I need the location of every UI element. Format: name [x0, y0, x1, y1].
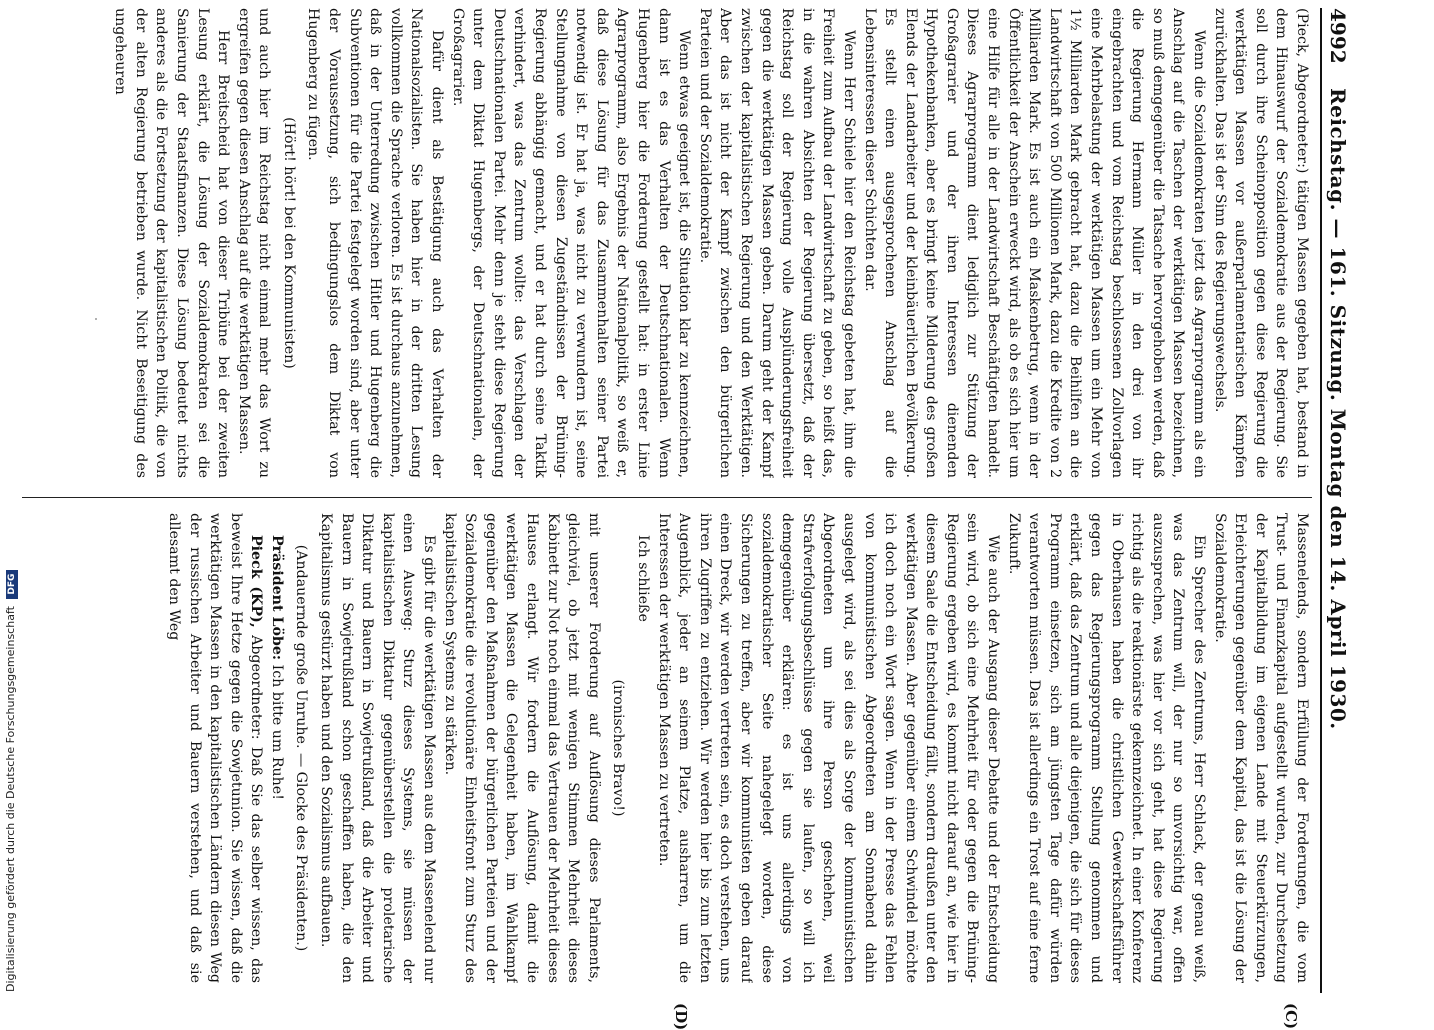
- paragraph: Wenn etwas geeignet ist, die Situation klar zu kennzeichnen, dann ist es das Verhalten der Deutschnationalen. Wenn Hugenberg hier die Forderung gestellt hat: in erster Linie Agrarprogramm, also Ergebnis der Nationalpolitik, so weiß er, daß diese Lösung für das Zusammenhalten seiner Partei notwendig ist. Er hat ja, was nicht zu verwundern ist, seine Stellungnahme von diesen Zugeständnissen der Brüning-Regierung abhängig gemacht, und er hat durch seine Taktik verhindert, was das Zentrum wollte: das Verschlagen der Deutschnationalen Partei. Mehr denn je steht diese Regierung unter dem Diktat Hugenbergs, der Deutschnationalen, der Großagrarier.: [449, 8, 693, 478]
- paragraph: und auch hier im Reichstag nicht einmal mehr das Wort zu ergreifen gegen diesen Anschlag auf die werktätigen Massen.: [235, 8, 273, 478]
- interjection: (Andauernde große Unruhe. — Glocke des Präsidenten.): [293, 544, 310, 952]
- paragraph: Wie auch der Ausgang dieser Debatte und der Entscheidung sein wird, ob sich eine Mehrheit für oder gegen die Brüning-Regierung ergeben wird, es kommt nicht darauf an, wie hier in diesem Saale die Entscheidung fällt, sondern draußen unter den werktätigen Massen. Aber gegenüber einem Schwindel möchte ich doch noch ein Wort sagen. Wenn in der Presse das Fehlen von kommunistischen Abgeordneten am Sonnabend dahin ausgelegt wird, als sei dies als Sorge der kommunistischen Abgeordneten um ihre Person geschehen, weil Strafverfolgungsbeschlüsse gegen sie laufen, so will ich demgegenüber erklären: es ist uns allerdings von sozialdemokratischer Seite nahegelegt worden, diese Sicherungen zu treffen, aber wir kommunisten geben darauf einen Dreck, wir werden vertreten sein, es doch verstehen, uns ihren Zugriffen zu entziehen. Wir werden hier bis zum letzten Augenblick, jeder an seinem Platze, ausharren, um die Interessen der werktätigen Massen zu vertreten.: [655, 513, 1002, 983]
- speech-text: Ich bitte um Ruhe!: [268, 664, 285, 800]
- interjection: (Hört! hört! bei den Kommunisten): [280, 117, 297, 369]
- funding-credit-text: Digitalisierung gefördert durch die Deutsche Forschungsgemeinschaft: [4, 606, 17, 992]
- president-remark: [266, 513, 287, 983]
- page-number: 4992: [1326, 8, 1350, 64]
- paragraph: mit unserer Forderung auf Auflösung dieses Parlaments, gleichviel, ob jetzt mit wenigen Stimmen Mehrheit dieses Kabinett zur Not noch einmal das Vertrauen der Mehrheit dieses Hauses erlangt. Wir fordern die Auflösung, damit die werktätigen Massen die Gelegenheit haben, im Wahlkampf gegenüber den Maßnahmen der bürgerlichen Parteien und der Sozialdemokratie die revolutionäre Einheitsfront zum Sturz des kapitalistischen Systems zu stärken.: [441, 513, 602, 983]
- paragraph: Herr Breitscheid hat von dieser Tribüne bei der zweiten Lesung erklärt, die Lösung der Sozialdemokraten sei die Sanierung der Staatsfinanzen. Diese Lösung bedeutet nichts anderes als die Fortsetzung der kapitalistischen Politik, die von der alten Regierung betrieben wurde. Nicht Beseitigung des ungeheuren: [112, 8, 232, 478]
- left-column: [22, 8, 1312, 478]
- speaker-name: Präsident Löbe:: [268, 535, 285, 661]
- paragraph: Ein Sprecher des Zentrums, Herr Schlack, der genau weiß, was das Zentrum will, der nur so unvorsichtig war, offen auszusprechen, was hier vor sich geht, hat diese Regierung richtig als die reaktionärste gekennzeichnet. In einer Konferenz in Oberhausen haben die christlichen Gewerkschaftsführer gegen das Regierungsprogramm Stellung genommen und erklärt, daß das Zentrum und alle diejenigen, die sich für dieses Programm einsetzen, sich am jüngsten Tage dafür würden verantworten müssen. Das ist allerdings ein Trost auf eine ferne Zukunft.: [1005, 513, 1208, 983]
- document-page: [0, 8, 1380, 1030]
- speech-text: Abgeordneter: Daß Sie das selber wissen, das beweist Ihre Hetze gegen die Sowjetunion. Sie wissen, daß die werktätigen Massen in den kapitalistischen Ländern diesen Weg der russischen Arbeiter und Bauern verstehen, und daß sie allesamt den Weg: [165, 513, 265, 983]
- dfg-logo: DFG: [6, 570, 18, 599]
- right-column: [22, 513, 1312, 983]
- paragraph: Dafür dient als Bestätigung auch das Verhalten der Nationalsozialisten. Sie haben hier in der dritten Lesung vollkommen die Sprache verloren. Es ist durchaus anzunehmen, daß in der Unterredung zwischen Hitler und Hugenberg die Subventionen für die Partei festgelegt worden sind, aber unter der Voraussetzung, sich bedingungslos dem Diktat von Hugenberg zu fügen.: [305, 8, 446, 478]
- interjection: (ironisches Bravo!): [610, 679, 627, 817]
- pieck-remark: [163, 513, 266, 983]
- margin-marker-c: (C): [1282, 1003, 1300, 1030]
- speaker-name: Pieck (KP),: [248, 535, 265, 628]
- closing-phrase: Ich schließe: [635, 535, 651, 622]
- page-title: Reichstag. — 161. Sitzung. Montag den 14. April 1930.: [1326, 88, 1350, 730]
- paragraph: Es gibt für die werktätigen Massen aus dem Massenelend nur einen Ausweg: Sturz dieses Systems, sie müssen der kapitalistischen Diktatur gegenüberstellen die proletarische Diktatur und Bauern in Sowjetrußland, daß die Arbeiter und Bauern in Sowjetrußland schon geschaffen haben, die den Kapitalismus gestürzt haben und den Sozialismus aufbauen.: [318, 513, 438, 983]
- page-header: [1320, 8, 1380, 993]
- paragraph: Massenelends, sondern Erfüllung der Forderungen, die vom Trust- und Finanzkapital aufgestellt wurden, zur Durchsetzung der Kapitalbildung im eigenen Lande mit Steuerkürzungen, Erleichterungen gegenüber dem Kapital, das ist die Lösung der Sozialdemokratie.: [1211, 513, 1310, 983]
- paragraph: Wenn die Sozialdemokraten jetzt das Agrarprogramm als ein Anschlag auf die Taschen der werktätigen Massen bezeichnen, so muß demgegenüber die Tatsache hervorgehoben werden, daß die Regierung Hermann Müller in den drei von ihr eingebrachten und vom Reichstag beschlossenen Zollvorlagen eine Mehrbelastung der werktätigen Massen um ein Mehr von 1½ Milliarden Mark gebracht hat, dazu die Beihilfen an die Landwirtschaft von 500 Millionen Mark, dazu die Kredite von 2 Milliarden Mark. Es ist auch ein Maskenbetrug, wenn in der Öffentlichkeit der Anschein erweckt wird, als ob es sich hier um eine Hilfe für alle in der Landwirtschaft Beschäftigten handelt. Dieses Agrarprogramm dient lediglich zur Stützung der Großagrarier und der ihren Interessen dienenden Hypothekenbanken, aber es bringt keine Milderung des großen Elends der Landarbeiter und der kleinbäuerlichen Bevölkerung. Es stellt einen ausgesprochenen Anschlag auf die Lebensinteressen dieser Schichten dar.: [861, 8, 1208, 478]
- paragraph: Wenn Herr Schiele hier den Reichstag gebeten hat, ihm die Freiheit zum Aufbau der Landwirtschaft zu geben, so heißt das, in die wahren Absichten der Regierung übersetzt, daß der Reichstag soll der Regierung volle Ausplünderungsfreiheit gegen die werktätigen Massen geben. Darum geht der Kampf zwischen der kapitalistischen Regierung und den Werktätigen. Aber das ist nicht der Kampf zwischen den bürgerlichen Parteien und der Sozialdemokratie.: [696, 8, 857, 478]
- column-divider: [22, 497, 1312, 498]
- paragraph: (Pieck, Abgeordneter:) tätigen Massen gegeben hat, bestand in dem Hinauswurf der Sozialdemokratie aus der Regierung. Sie soll durch ihre Scheinopposition gegen diese Regierung die werktätigen Massen vor außerparlamentarischen Kämpfen zurückhalten. Das ist der Sinn des Regierungswechsels.: [1211, 8, 1310, 478]
- margin-marker-d: (D): [672, 1003, 690, 1030]
